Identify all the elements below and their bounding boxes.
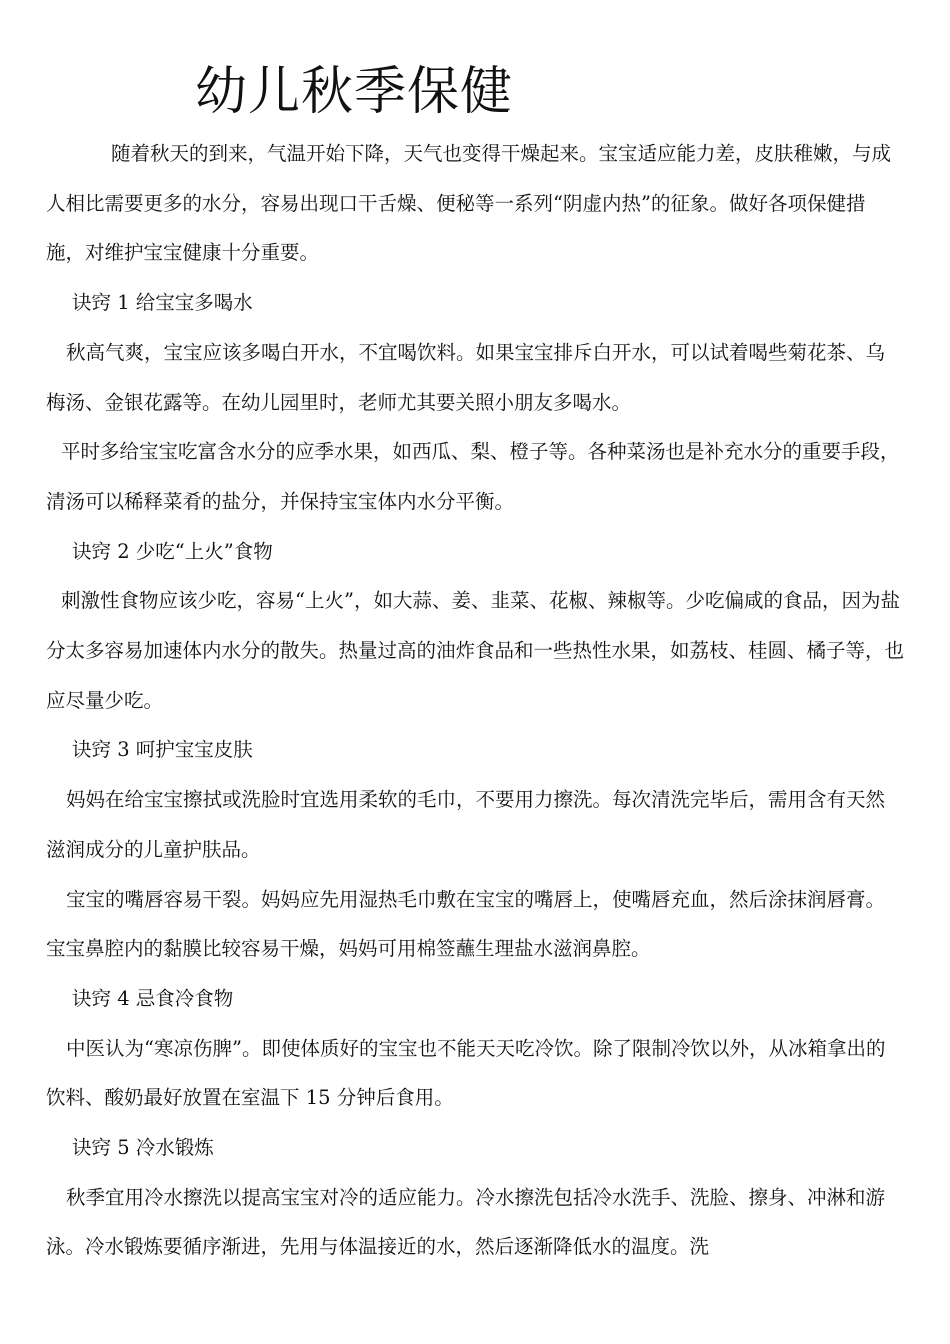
section-3-paragraph-1: 妈妈在给宝宝擦拭或洗脸时宜选用柔软的毛巾，不要用力擦洗。每次清洗完毕后，需用含有天然滋润成分的儿童护肤品。 xyxy=(46,788,886,861)
section-heading-4: 诀窍 4 忌食冷食物 xyxy=(72,986,234,1010)
document-title: 幼儿秋季保健 xyxy=(195,62,514,122)
section-4-paragraph-1: 中医认为“寒凉伤脾”。即使体质好的宝宝也不能天天吃冷饮。除了限制冷饮以外，从冰箱拿出的饮料、酸奶最好放置在室温下 15 分钟后食用。 xyxy=(46,1036,886,1110)
section-heading-3: 诀窍 3 呵护宝宝皮肤 xyxy=(72,738,253,762)
section-5-paragraph-1: 秋季宜用冷水擦洗以提高宝宝对冷的适应能力。冷水擦洗包括冷水洗手、洗脸、擦身、冲淋和游泳。冷水锻炼要循序渐进，先用与体温接近的水，然后逐渐降低水的温度。洗 xyxy=(46,1185,886,1259)
document-body xyxy=(46,129,904,1272)
section-heading-2: 诀窍 2 少吃“上火”食物 xyxy=(72,539,273,563)
section-2-paragraph-1: 刺激性食物应该少吃，容易“上火”，如大蒜、姜、韭菜、花椒、辣椒等。少吃偏咸的食品，因为盐分太多容易加速体内水分的散失。热量过高的油炸食品和一些热性水果，如荔枝、桂圆、橘子等，也应尽量少吃。 xyxy=(46,589,905,712)
section-heading-1: 诀窍 1 给宝宝多喝水 xyxy=(72,291,253,315)
section-3-paragraph-2: 宝宝的嘴唇容易干裂。妈妈应先用湿热毛巾敷在宝宝的嘴唇上，使嘴唇充血，然后涂抹润唇膏。宝宝鼻腔内的黏膜比较容易干燥，妈妈可用棉签蘸生理盐水滋润鼻腔。 xyxy=(46,887,886,961)
section-heading-5: 诀窍 5 冷水锻炼 xyxy=(72,1136,214,1160)
section-1-paragraph-2: 平时多给宝宝吃富含水分的应季水果，如西瓜、梨、橙子等。各种菜汤也是补充水分的重要手段，清汤可以稀释菜肴的盐分，并保持宝宝体内水分平衡。 xyxy=(46,440,900,513)
intro-paragraph: 随着秋天的到来，气温开始下降，天气也变得干燥起来。宝宝适应能力差，皮肤稚嫩，与成人相比需要更多的水分，容易出现口干舌燥、便秘等一系列“阴虚内热”的征象。做好各项保健措施，对维护宝宝健康十分重要。 xyxy=(46,142,892,265)
section-1-paragraph-1: 秋高气爽，宝宝应该多喝白开水，不宜喝饮料。如果宝宝排斥白开水，可以试着喝些菊花茶、乌梅汤、金银花露等。在幼儿园里时，老师尤其要关照小朋友多喝水。 xyxy=(46,340,886,414)
